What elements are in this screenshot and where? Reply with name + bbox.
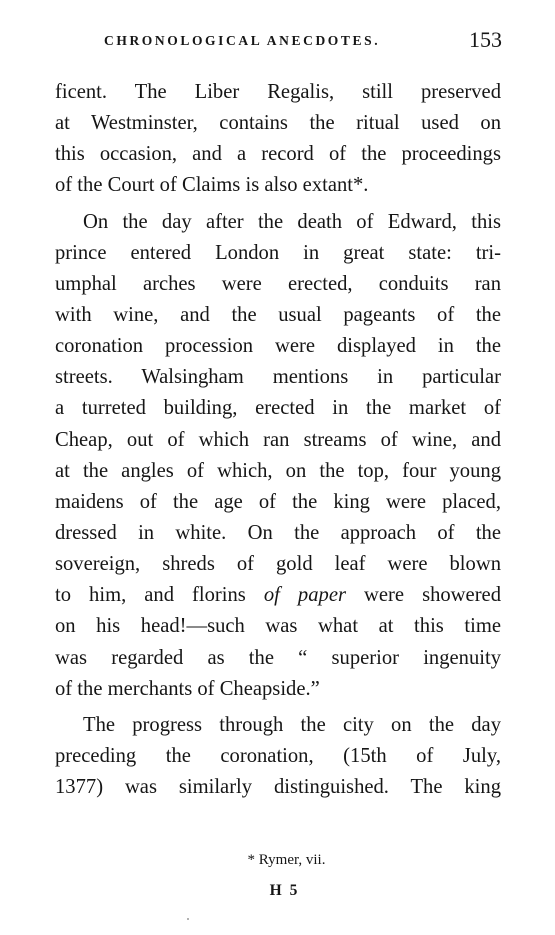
text-line: prince entered London in great state: tri- bbox=[55, 241, 501, 264]
text-line: of the merchants of Cheapside.” bbox=[55, 677, 320, 700]
running-title: CHRONOLOGICAL ANECDOTES. bbox=[104, 33, 381, 48]
text-line: preceding the coronation, (15th of July, bbox=[55, 744, 501, 767]
text-line: with wine, and the usual pageants of the bbox=[55, 303, 501, 326]
text-line: ficent. The Liber Regalis, still preserved bbox=[55, 81, 501, 103]
text-line: streets. Walsingham mentions in particular bbox=[55, 366, 501, 389]
text-line: The progress through the city on the day bbox=[83, 713, 501, 736]
text-line bbox=[55, 580, 501, 611]
text-fragment: to him, and florins bbox=[55, 584, 264, 607]
text-line: a turreted building, erected in the market of bbox=[55, 397, 501, 420]
text-line: coronation procession were displayed in the bbox=[55, 335, 501, 358]
signature-mark: H 5 bbox=[269, 882, 300, 899]
text-line: at Westminster, contains the ritual used on bbox=[55, 112, 501, 135]
footnote: * Rymer, vii. bbox=[247, 852, 326, 868]
text-line: 1377) was similarly distinguished. The king bbox=[55, 776, 501, 799]
text-line: On the day after the death of Edward, this bbox=[83, 210, 501, 233]
italic-emphasis: of paper bbox=[263, 584, 346, 607]
running-head bbox=[104, 28, 504, 54]
text-line: on his head!—such was what at this time bbox=[55, 615, 501, 638]
text-line: at the angles of which, on the top, four young bbox=[55, 459, 501, 482]
text-line: dressed in white. On the approach of the bbox=[55, 521, 501, 544]
page-number: 153 bbox=[469, 27, 502, 52]
text-fragment: were showered bbox=[345, 584, 501, 607]
body-text bbox=[55, 77, 501, 803]
text-line: was regarded as the “ superior ingenuity bbox=[55, 646, 501, 669]
text-line: umphal arches were erected, conduits ran bbox=[55, 272, 501, 295]
text-line: of the Court of Claims is also extant*. bbox=[55, 174, 369, 197]
text-line: sovereign, shreds of gold leaf were blown bbox=[55, 553, 501, 576]
text-line: Cheap, out of which ran streams of wine, and bbox=[55, 428, 501, 451]
paper-speck bbox=[187, 918, 189, 920]
text-line: this occasion, and a record of the proceedings bbox=[55, 143, 501, 166]
text-line: maidens of the age of the king were placed, bbox=[55, 490, 501, 513]
